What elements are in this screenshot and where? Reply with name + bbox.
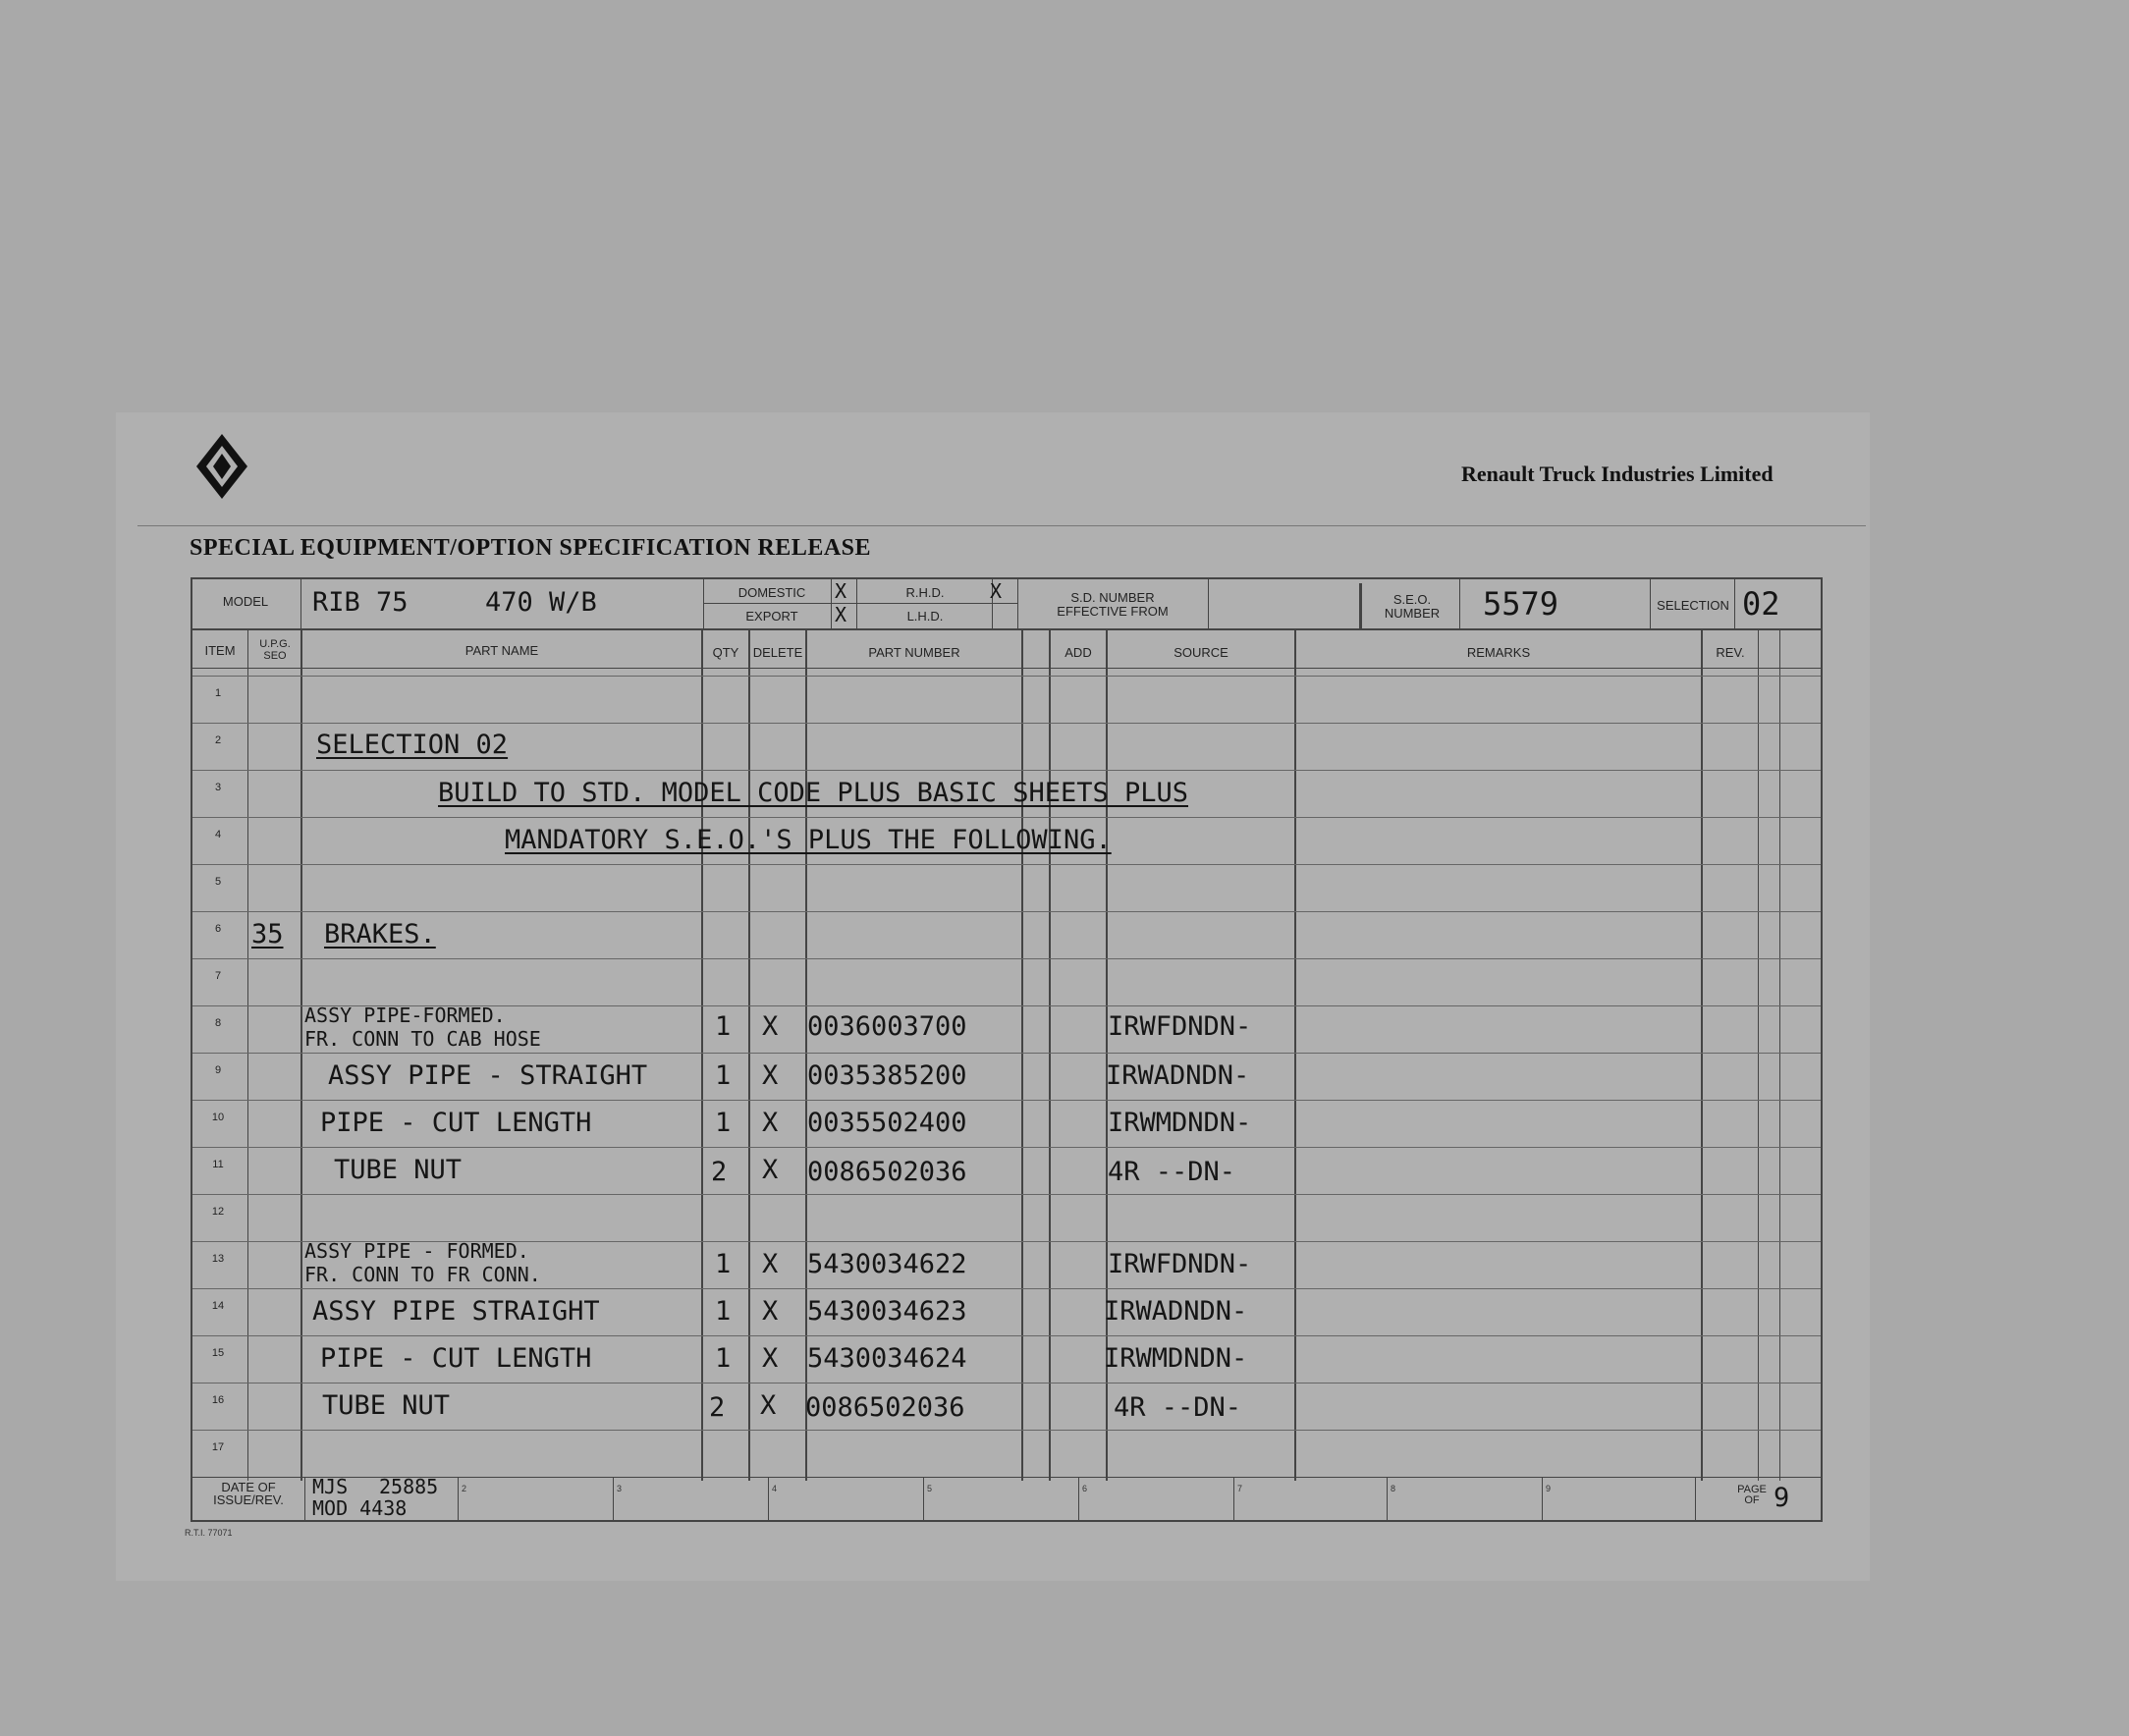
form-title: SPECIAL EQUIPMENT/OPTION SPECIFICATION RELEASE	[190, 535, 872, 561]
export-check[interactable]: X	[835, 603, 847, 626]
rhd-label: R.H.D.	[905, 585, 945, 600]
row-number: 1	[214, 687, 222, 699]
lhd-label: L.H.D.	[906, 609, 944, 624]
row-number: 10	[211, 1112, 225, 1123]
part-number: 5430034622	[807, 1249, 967, 1279]
part-number: 0036003700	[807, 1011, 967, 1042]
issue-date: 25885	[379, 1475, 439, 1498]
source: IRWMDNDN-	[1104, 1343, 1248, 1374]
export-label: EXPORT	[745, 609, 798, 624]
sd-number-label: S.D. NUMBER	[1070, 590, 1155, 605]
source: IRWMDNDN-	[1108, 1108, 1252, 1138]
part-name-detail: FR. CONN TO FR CONN.	[304, 1263, 541, 1286]
issue-slot: 5	[927, 1484, 933, 1493]
form-code: R.T.I. 77071	[185, 1528, 233, 1538]
selection-heading: SELECTION 02	[316, 730, 509, 760]
part-name: ASSY PIPE-FORMED.	[304, 1004, 506, 1027]
row-number: 3	[214, 782, 222, 793]
qty: 1	[715, 1296, 732, 1327]
model-label: MODEL	[222, 594, 269, 609]
row-number: 5	[214, 876, 222, 888]
source: IRWADNDN-	[1106, 1060, 1250, 1091]
row-number: 14	[211, 1300, 225, 1312]
issue-slot: 4	[772, 1484, 778, 1493]
col-delete: DELETE	[752, 645, 803, 660]
note-line-3: BUILD TO STD. MODEL CODE PLUS BASIC SHEETS PLUS	[438, 778, 1189, 808]
qty: 1	[715, 1249, 732, 1279]
row-number: 16	[211, 1394, 225, 1406]
qty: 1	[715, 1343, 732, 1374]
row-number: 8	[214, 1017, 222, 1029]
delete-mark: X	[762, 1296, 779, 1327]
qty: 2	[709, 1392, 726, 1423]
row-number: 12	[211, 1206, 225, 1218]
delete-mark: X	[762, 1011, 779, 1042]
part-number: 0035385200	[807, 1060, 967, 1091]
date-of-label: DATE OF	[221, 1480, 276, 1494]
issue-rev-label: ISSUE/REV.	[213, 1492, 284, 1507]
issue-slot: 8	[1391, 1484, 1396, 1493]
delete-mark: X	[762, 1249, 779, 1279]
row-number: 11	[212, 1159, 224, 1170]
row-number: 9	[214, 1064, 222, 1076]
seo-label: S.E.O.	[1392, 592, 1432, 607]
source: IRWFDNDN-	[1108, 1249, 1252, 1279]
upg-code: 35	[251, 919, 284, 949]
renault-diamond-logo	[196, 432, 255, 501]
col-part-name: PART NAME	[464, 643, 539, 658]
model-value: RIB 75	[312, 587, 409, 618]
page-label: PAGE	[1737, 1484, 1767, 1495]
part-number: 5430034624	[807, 1343, 967, 1374]
rhd-check[interactable]: X	[990, 579, 1003, 603]
col-part-number: PART NUMBER	[868, 645, 960, 660]
note-line-4: MANDATORY S.E.O.'S PLUS THE FOLLOWING.	[505, 825, 1112, 855]
effective-from-label: EFFECTIVE FROM	[1057, 604, 1169, 619]
qty: 2	[711, 1157, 728, 1187]
delete-mark: X	[760, 1390, 777, 1421]
qty: 1	[715, 1011, 732, 1042]
row-number: 6	[214, 923, 222, 935]
col-add: ADD	[1064, 645, 1092, 660]
source: IRWADNDN-	[1104, 1296, 1248, 1327]
part-name: ASSY PIPE STRAIGHT	[312, 1296, 600, 1327]
qty: 1	[715, 1060, 732, 1091]
issue-slot: 2	[462, 1484, 467, 1493]
col-item: ITEM	[204, 643, 236, 658]
domestic-check[interactable]: X	[835, 579, 847, 603]
seo-number-value: 5579	[1483, 585, 1559, 623]
top-rule	[137, 525, 1866, 526]
col-seo: SEO	[263, 650, 287, 662]
domestic-label: DOMESTIC	[737, 585, 806, 600]
part-name: ASSY PIPE - FORMED.	[304, 1239, 529, 1263]
delete-mark: X	[762, 1108, 779, 1138]
col-qty: QTY	[712, 645, 739, 660]
source: 4R --DN-	[1108, 1157, 1236, 1187]
row-number: 15	[211, 1347, 225, 1359]
wheelbase-value: 470 W/B	[485, 587, 597, 618]
delete-mark: X	[762, 1060, 779, 1091]
of-label: OF	[1744, 1494, 1760, 1506]
source: IRWFDNDN-	[1108, 1011, 1252, 1042]
issue-slot: 6	[1082, 1484, 1088, 1493]
part-name: TUBE NUT	[322, 1390, 451, 1421]
part-name: ASSY PIPE - STRAIGHT	[328, 1060, 648, 1091]
page-value: 9	[1774, 1483, 1790, 1513]
company-name: Renault Truck Industries Limited	[1461, 461, 1774, 486]
row-number: 17	[211, 1441, 225, 1453]
issue-slot: 3	[617, 1484, 623, 1493]
issue-slot: 9	[1546, 1484, 1552, 1493]
part-name-detail: FR. CONN TO CAB HOSE	[304, 1027, 541, 1051]
part-number: 5430034623	[807, 1296, 967, 1327]
part-number: 0035502400	[807, 1108, 967, 1138]
row-number: 13	[211, 1253, 225, 1265]
group-name: BRAKES.	[324, 919, 436, 949]
col-remarks: REMARKS	[1466, 645, 1531, 660]
col-source: SOURCE	[1174, 645, 1228, 660]
qty: 1	[715, 1108, 732, 1138]
issue-initials: MJS	[312, 1475, 349, 1498]
row-number: 7	[214, 970, 222, 982]
issue-slot: 7	[1237, 1484, 1243, 1493]
col-rev: REV.	[1716, 645, 1745, 660]
part-name: TUBE NUT	[334, 1155, 463, 1185]
seo-number-label: NUMBER	[1384, 606, 1441, 621]
part-number: 0086502036	[807, 1157, 967, 1187]
selection-value: 02	[1742, 585, 1780, 623]
row-number: 2	[214, 734, 222, 746]
source: 4R --DN-	[1114, 1392, 1242, 1423]
delete-mark: X	[762, 1155, 779, 1185]
row-number: 4	[214, 829, 222, 841]
part-number: 0086502036	[805, 1392, 965, 1423]
part-name: PIPE - CUT LENGTH	[320, 1108, 592, 1138]
issue-mod: MOD 4438	[312, 1496, 408, 1520]
delete-mark: X	[762, 1343, 779, 1374]
col-upg: U.P.G.	[259, 638, 291, 650]
selection-label: SELECTION	[1657, 598, 1729, 613]
part-name: PIPE - CUT LENGTH	[320, 1343, 592, 1374]
